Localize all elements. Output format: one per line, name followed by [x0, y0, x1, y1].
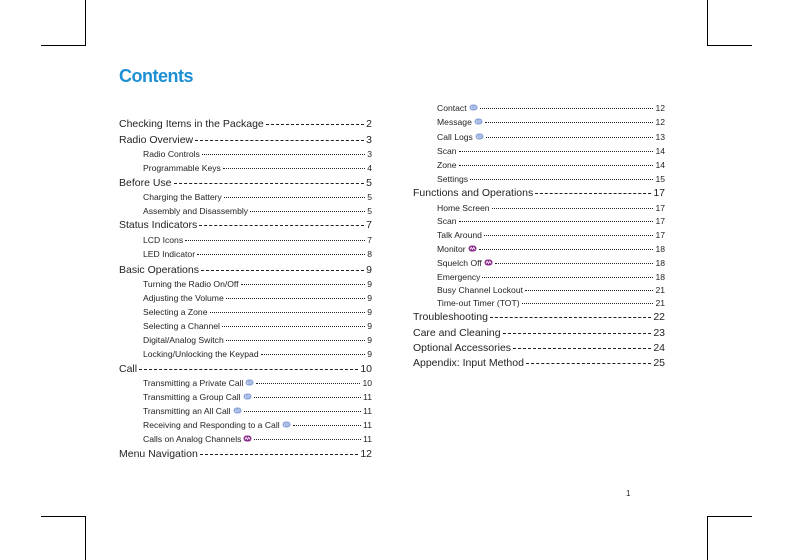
toc-entry-label: Turning the Radio On/Off	[143, 279, 239, 289]
toc-entry[interactable]	[437, 299, 665, 308]
toc-entry-label: Squelch Off	[437, 258, 482, 268]
toc-leader	[174, 183, 365, 184]
toc-leader	[199, 225, 364, 226]
toc-entry[interactable]	[119, 220, 372, 231]
toc-entry-label: Talk Around	[437, 230, 482, 240]
toc-leader	[485, 122, 654, 123]
toc-entry-page: 14	[655, 160, 665, 170]
toc-entry[interactable]	[143, 250, 372, 259]
toc-entry-label: Appendix: Input Method	[413, 357, 524, 369]
toc-entry[interactable]	[119, 178, 372, 189]
toc-leader	[484, 235, 654, 236]
toc-entry-label: Home Screen	[437, 203, 490, 213]
page-number: 1	[626, 489, 631, 498]
toc-entry-label: Menu Navigation	[119, 448, 198, 460]
toc-leader	[490, 317, 651, 318]
toc-entry[interactable]	[437, 104, 665, 113]
toc-entry-label: Charging the Battery	[143, 192, 222, 202]
toc-entry-page: 17	[653, 187, 665, 199]
toc-entry[interactable]	[143, 407, 372, 416]
toc-entry-page: 5	[367, 206, 372, 216]
toc-entry-label: Calls on Analog Channels	[143, 434, 242, 444]
toc-leader	[480, 108, 654, 109]
toc-leader	[185, 240, 365, 241]
crop-mark	[707, 516, 708, 560]
toc-entry[interactable]	[119, 119, 372, 130]
toc-entry-page: 12	[360, 448, 372, 460]
toc-leader	[513, 348, 651, 349]
toc-leader	[241, 284, 366, 285]
toc-entry[interactable]	[413, 343, 665, 354]
toc-leader	[210, 312, 366, 313]
digital-icon	[233, 407, 242, 414]
toc-entry[interactable]	[143, 336, 372, 345]
svg-text:DT: DT	[476, 134, 482, 139]
toc-entry-label: Digital/Analog Switch	[143, 335, 224, 345]
toc-entry-label: Basic Operations	[119, 264, 199, 276]
toc-entry-label: Time-out Timer (TOT)	[437, 298, 520, 308]
toc-entry-page: 13	[655, 132, 665, 142]
toc-entry-page: 11	[363, 406, 372, 416]
toc-leader	[482, 277, 653, 278]
toc-entry[interactable]	[413, 328, 665, 339]
toc-entry-label: Functions and Operations	[413, 187, 534, 199]
toc-entry-label: Transmitting an All Call	[143, 406, 231, 416]
page-title: Contents	[119, 66, 193, 86]
analog-icon	[484, 259, 493, 266]
toc-entry-label: LCD Icons	[143, 235, 184, 245]
toc-entry-page: 14	[655, 146, 665, 156]
toc-entry[interactable]	[413, 312, 665, 323]
toc-entry-page: 10	[360, 363, 372, 375]
toc-entry-label: Troubleshooting	[413, 311, 488, 323]
toc-entry[interactable]	[437, 175, 665, 184]
toc-entry-page: 21	[655, 298, 665, 308]
toc-entry-page: 9	[367, 307, 372, 317]
toc-entry-label: Selecting a Zone	[143, 307, 208, 317]
toc-entry[interactable]	[143, 294, 372, 303]
analog-icon	[243, 435, 252, 442]
toc-entry-label: Radio Controls	[143, 149, 200, 159]
toc-entry[interactable]	[143, 308, 372, 317]
svg-text:DT: DT	[470, 105, 476, 110]
toc-entry[interactable]	[143, 236, 372, 245]
toc-entry-page: 12	[655, 103, 665, 113]
crop-mark	[85, 0, 86, 46]
toc-leader	[293, 425, 361, 426]
toc-entry[interactable]	[437, 286, 665, 295]
toc-entry-label: Call Logs	[437, 132, 473, 142]
svg-text:DT: DT	[244, 394, 250, 399]
toc-entry-label: Adjusting the Volume	[143, 293, 224, 303]
toc-leader	[535, 193, 651, 194]
toc-leader	[470, 179, 653, 180]
digital-icon	[245, 379, 254, 386]
toc-entry-page: 9	[367, 321, 372, 331]
toc-leader	[226, 340, 365, 341]
svg-text:DT: DT	[234, 408, 240, 413]
toc-entry[interactable]	[437, 245, 665, 254]
toc-leader	[261, 354, 366, 355]
toc-entry-label: Care and Cleaning	[413, 327, 501, 339]
analog-icon	[468, 245, 477, 252]
toc-leader	[254, 397, 361, 398]
toc-entry[interactable]	[143, 164, 372, 173]
toc-entry[interactable]	[437, 217, 665, 226]
crop-mark	[41, 45, 86, 46]
toc-entry-page: 3	[367, 149, 372, 159]
toc-leader	[256, 383, 360, 384]
toc-entry-label: Selecting a Channel	[143, 321, 220, 331]
toc-entry-label: Receiving and Responding to a Call	[143, 420, 280, 430]
toc-leader	[479, 249, 654, 250]
toc-leader	[200, 454, 359, 455]
crop-mark	[41, 516, 86, 517]
toc-entry-page: 18	[655, 244, 665, 254]
toc-entry[interactable]	[437, 118, 665, 127]
toc-entry[interactable]	[437, 147, 665, 156]
toc-entry-label: Settings	[437, 174, 469, 184]
toc-entry-page: 4	[367, 163, 372, 173]
toc-entry-page: 9	[367, 349, 372, 359]
toc-entry[interactable]	[437, 231, 665, 240]
toc-entry[interactable]	[143, 207, 372, 216]
toc-entry-label: Transmitting a Group Call	[143, 392, 241, 402]
toc-entry-page: 9	[367, 279, 372, 289]
toc-entry[interactable]	[437, 273, 665, 282]
toc-entry-page: 18	[655, 258, 665, 268]
toc-leader	[459, 151, 654, 152]
toc-entry-label: LED Indicator	[143, 249, 196, 259]
toc-entry-page: 25	[653, 357, 665, 369]
crop-mark	[85, 516, 86, 560]
toc-leader	[254, 439, 361, 440]
toc-leader	[244, 411, 362, 412]
digital-icon	[469, 104, 478, 111]
svg-text:DT: DT	[283, 422, 289, 427]
toc-entry-label: Locking/Unlocking the Keypad	[143, 349, 259, 359]
toc-entry[interactable]	[437, 133, 665, 142]
digital-icon	[475, 133, 484, 140]
toc-leader	[201, 270, 364, 271]
toc-entry[interactable]	[119, 449, 372, 460]
toc-entry-page: 2	[366, 118, 372, 130]
toc-entry-page: 23	[653, 327, 665, 339]
toc-entry-page: 22	[653, 311, 665, 323]
toc-entry-label: Scan	[437, 146, 457, 156]
toc-entry-page: 11	[363, 434, 372, 444]
toc-leader	[139, 369, 358, 370]
digital-icon	[474, 118, 483, 125]
toc-entry-label: Busy Channel Lockout	[437, 285, 523, 295]
toc-entry-label: Emergency	[437, 272, 481, 282]
toc-entry-page: 11	[363, 392, 372, 402]
toc-entry-page: 11	[363, 420, 372, 430]
toc-entry-page: 5	[366, 177, 372, 189]
toc-entry[interactable]	[143, 379, 372, 388]
toc-leader	[266, 124, 364, 125]
toc-entry-page: 3	[366, 134, 372, 146]
crop-mark	[707, 45, 752, 46]
toc-entry[interactable]	[143, 421, 372, 430]
toc-leader	[526, 363, 651, 364]
toc-entry-label: Zone	[437, 160, 457, 170]
toc-entry[interactable]	[143, 350, 372, 359]
toc-leader	[222, 326, 365, 327]
toc-leader	[495, 263, 654, 264]
digital-icon	[243, 393, 252, 400]
toc-entry-page: 7	[366, 219, 372, 231]
toc-entry[interactable]	[119, 265, 372, 276]
toc-entry[interactable]	[143, 280, 372, 289]
toc-leader	[250, 211, 365, 212]
toc-entry-label: Checking Items in the Package	[119, 118, 264, 130]
toc-entry-page: 5	[367, 192, 372, 202]
toc-leader	[195, 140, 364, 141]
toc-entry-label: Contact	[437, 103, 467, 113]
toc-entry-page: 17	[655, 216, 665, 226]
toc-entry-page: 9	[366, 264, 372, 276]
toc-entry-label: Message	[437, 117, 472, 127]
toc-entry[interactable]	[119, 364, 372, 375]
svg-text:DT: DT	[247, 380, 253, 385]
toc-entry[interactable]	[143, 193, 372, 202]
svg-text:DT: DT	[475, 119, 482, 124]
toc-entry-label: Scan	[437, 216, 457, 226]
toc-entry[interactable]	[143, 393, 372, 402]
toc-entry-label: Radio Overview	[119, 134, 194, 146]
toc-leader	[197, 254, 365, 255]
toc-leader	[224, 197, 365, 198]
toc-entry-page: 12	[655, 117, 665, 127]
toc-entry-page: 18	[655, 272, 665, 282]
toc-entry[interactable]	[143, 322, 372, 331]
toc-entry[interactable]	[143, 150, 372, 159]
toc-leader	[486, 137, 654, 138]
toc-entry-page: 8	[367, 249, 372, 259]
toc-entry-page: 10	[362, 378, 372, 388]
toc-entry-page: 15	[655, 174, 665, 184]
toc-entry[interactable]	[119, 135, 372, 146]
toc-entry-page: 7	[367, 235, 372, 245]
digital-icon	[282, 421, 291, 428]
toc-entry[interactable]	[437, 204, 665, 213]
toc-leader	[525, 290, 653, 291]
toc-entry-label: Transmitting a Private Call	[143, 378, 244, 388]
toc-entry-label: Monitor	[437, 244, 466, 254]
toc-entry-page: 17	[655, 230, 665, 240]
toc-leader	[223, 168, 365, 169]
toc-leader	[522, 303, 654, 304]
toc-entry-label: Before Use	[119, 177, 172, 189]
toc-entry-page: 9	[367, 335, 372, 345]
toc-entry[interactable]	[437, 259, 665, 268]
toc-entry[interactable]	[143, 435, 372, 444]
toc-entry-page: 24	[653, 342, 665, 354]
toc-leader	[202, 154, 365, 155]
toc-leader	[226, 298, 365, 299]
toc-entry-label: Assembly and Disassembly	[143, 206, 249, 216]
crop-mark	[707, 516, 752, 517]
toc-entry-label: Status Indicators	[119, 219, 198, 231]
toc-entry-label: Programmable Keys	[143, 163, 221, 173]
toc-entry-label: Optional Accessories	[413, 342, 512, 354]
toc-leader	[459, 221, 654, 222]
toc-entry-page: 9	[367, 293, 372, 303]
toc-entry-page: 17	[655, 203, 665, 213]
toc-entry-label: Call	[119, 363, 138, 375]
toc-entry-page: 21	[655, 285, 665, 295]
toc-entry[interactable]	[437, 161, 665, 170]
toc-leader	[459, 165, 654, 166]
toc-leader	[492, 208, 654, 209]
crop-mark	[707, 0, 708, 46]
toc-leader	[503, 333, 652, 334]
toc-entry[interactable]	[413, 358, 665, 369]
toc-entry[interactable]	[413, 188, 665, 199]
